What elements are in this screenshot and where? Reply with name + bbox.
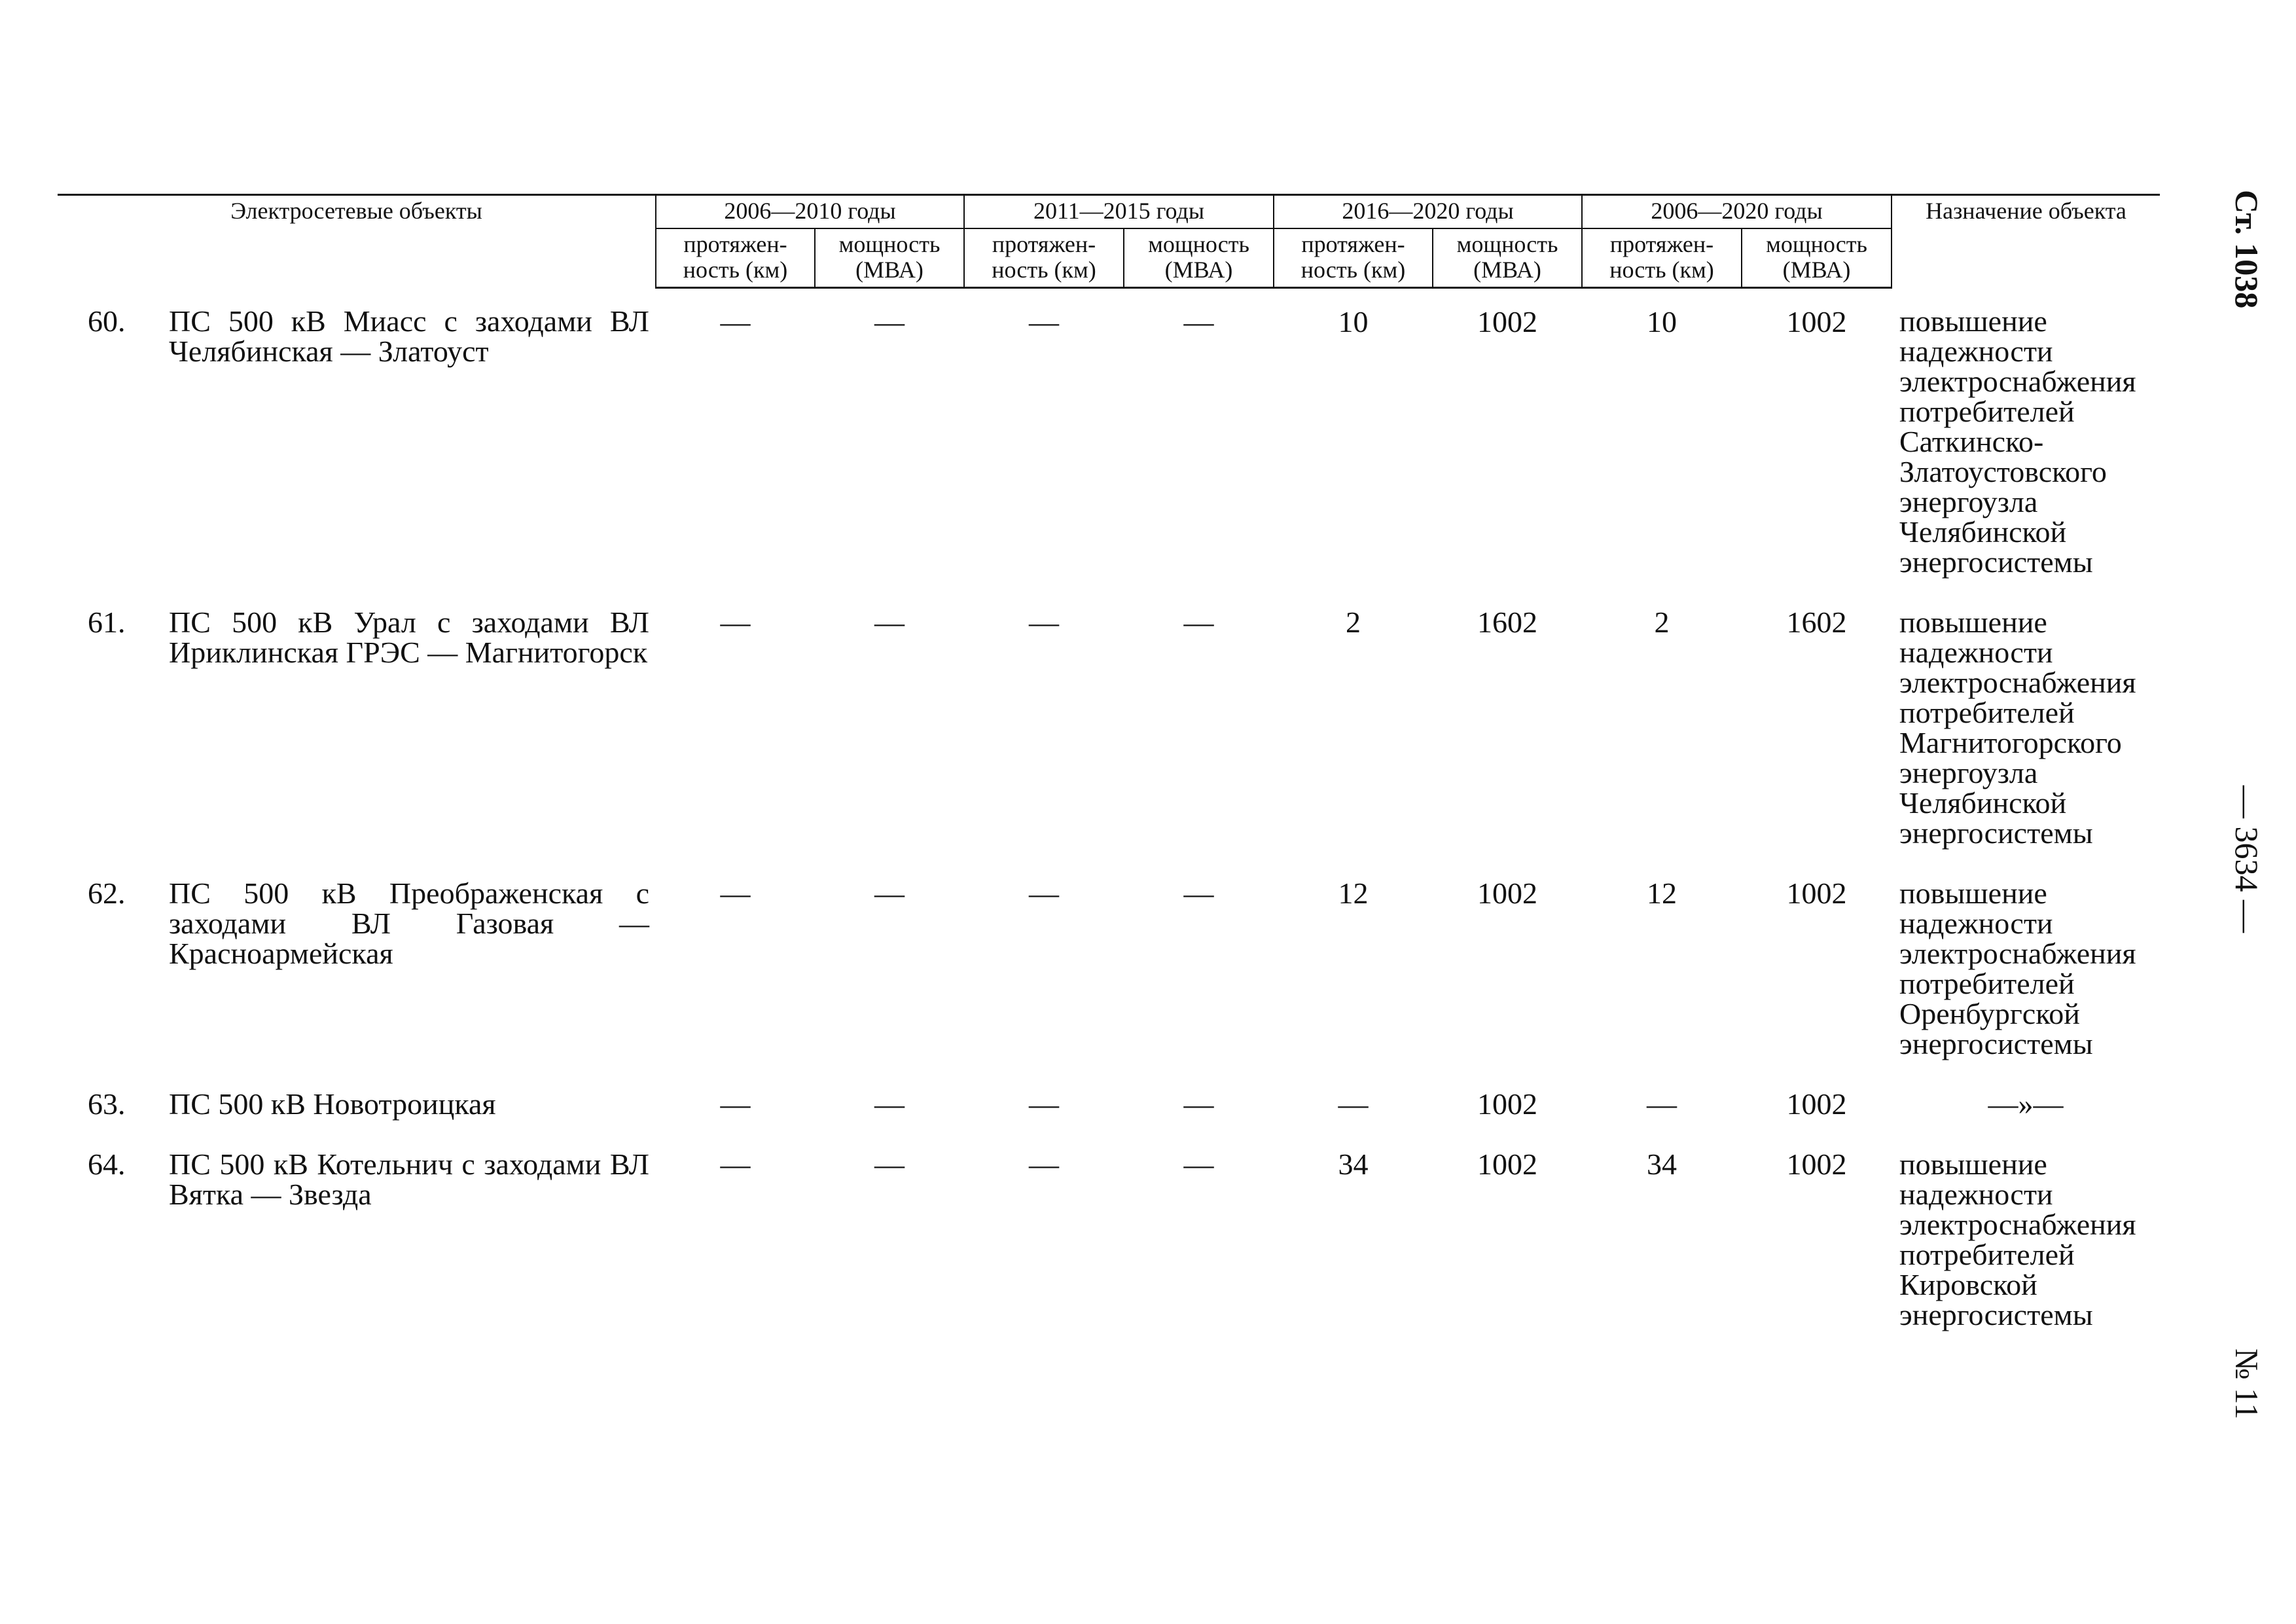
power-2016-2020-cell: 1002 <box>1477 1147 1537 1181</box>
page-margin <box>2212 0 2265 1624</box>
object-cell <box>58 1149 656 1330</box>
power-2006-2010-cell: — <box>874 1087 905 1121</box>
length-2011-2015-cell: — <box>1029 305 1059 338</box>
power-subheader: мощность (МВА) <box>1433 228 1582 288</box>
power-2006-2020-cell: 1002 <box>1786 1087 1847 1121</box>
issue-number: № 11 <box>2229 1348 2265 1420</box>
row-spacer-cell <box>58 1119 2160 1149</box>
table-row <box>58 1089 2160 1119</box>
power-subheader: мощность (МВА) <box>815 228 964 288</box>
object-cell-content <box>88 306 656 367</box>
length-2016-2020-cell: 2 <box>1346 605 1361 639</box>
article-number: Ст. 1038 <box>2229 190 2265 309</box>
object-cell-content <box>88 1089 656 1119</box>
length-2006-2010-cell: — <box>720 876 751 910</box>
object-cell-content <box>88 607 656 668</box>
power-2006-2010-cell: — <box>874 876 905 910</box>
period-header: 2006—2010 годы <box>656 195 964 229</box>
row-spacer <box>58 1059 2160 1089</box>
power-2011-2015-cell: — <box>1183 605 1214 639</box>
row-number: 63. <box>88 1087 126 1121</box>
row-spacer <box>58 577 2160 607</box>
length-2006-2010-cell: — <box>720 1147 751 1181</box>
table-header-row <box>58 195 2160 229</box>
power-2011-2015-cell: — <box>1183 1087 1214 1121</box>
length-2016-2020-cell: 34 <box>1338 1147 1369 1181</box>
object-cell <box>58 288 656 577</box>
power-2011-2015-cell: — <box>1183 305 1214 338</box>
power-2016-2020-cell: 1002 <box>1477 876 1537 910</box>
purpose-column-header: Назначение объекта <box>1892 195 2160 288</box>
length-2016-2020-cell: — <box>1338 1087 1369 1121</box>
table-row <box>58 878 2160 1059</box>
length-subheader: протяжен-ность (км) <box>1274 228 1433 288</box>
table-body <box>58 288 2160 1330</box>
row-number: 61. <box>88 605 126 639</box>
power-2006-2010-cell: — <box>874 605 905 639</box>
table-row <box>58 607 2160 848</box>
power-2016-2020-cell: 1002 <box>1477 1087 1537 1121</box>
period-header: 2011—2015 годы <box>964 195 1274 229</box>
power-2006-2020-cell: 1002 <box>1786 305 1847 338</box>
power-subheader: мощность (МВА) <box>1742 228 1892 288</box>
object-cell <box>58 1089 656 1119</box>
length-2011-2015-cell: — <box>1029 1147 1059 1181</box>
row-spacer-cell <box>58 577 2160 607</box>
row-spacer <box>58 1119 2160 1149</box>
power-2016-2020-cell: 1002 <box>1477 305 1537 338</box>
object-name: ПС 500 кВ Миасс с заходами ВЛ Челябинская — Златоуст <box>169 304 649 368</box>
row-spacer-cell <box>58 1059 2160 1089</box>
purpose-cell: повышение надежности электроснабжения потребителей Магнитогорского энергоузла Челябинской энергосистемы <box>1899 605 2136 850</box>
objects-column-header: Электросетевые объекты <box>58 195 656 288</box>
object-name: ПС 500 кВ Урал с заходами ВЛ Ириклинская ГРЭС — Магнитогорск <box>169 605 649 669</box>
length-2011-2015-cell: — <box>1029 605 1059 639</box>
power-2011-2015-cell: — <box>1183 1147 1214 1181</box>
length-2006-2010-cell: — <box>720 305 751 338</box>
row-number: 60. <box>88 304 126 338</box>
power-2006-2010-cell: — <box>874 305 905 338</box>
length-2011-2015-cell: — <box>1029 1087 1059 1121</box>
object-cell <box>58 607 656 848</box>
object-cell-content <box>88 1149 656 1210</box>
power-subheader: мощность (МВА) <box>1124 228 1274 288</box>
length-2006-2010-cell: — <box>720 1087 751 1121</box>
length-subheader: протяжен-ность (км) <box>1582 228 1742 288</box>
row-number: 62. <box>88 876 126 910</box>
power-2006-2020-cell: 1002 <box>1786 876 1847 910</box>
purpose-cell: повышение надежности электроснабжения потребителей Кировской энергосистемы <box>1899 1147 2136 1331</box>
length-2016-2020-cell: 12 <box>1338 876 1369 910</box>
power-2011-2015-cell: — <box>1183 876 1214 910</box>
length-subheader: протяжен-ность (км) <box>656 228 815 288</box>
length-2016-2020-cell: 10 <box>1338 305 1369 338</box>
purpose-cell: повышение надежности электроснабжения потребителей Саткинско-Златоустовского энергоузла Челябинской энергосистемы <box>1899 304 2136 579</box>
length-2006-2010-cell: — <box>720 605 751 639</box>
length-2006-2020-cell: 10 <box>1647 305 1677 338</box>
length-2006-2020-cell: 34 <box>1647 1147 1677 1181</box>
table-row <box>58 1149 2160 1330</box>
object-cell-content <box>88 878 656 969</box>
length-subheader: протяжен-ность (км) <box>964 228 1124 288</box>
page-number: — 3634 — <box>2229 785 2265 933</box>
length-2006-2020-cell: 2 <box>1654 605 1670 639</box>
object-name: ПС 500 кВ Котельнич с заходами ВЛ Вятка — Звезда <box>169 1147 649 1211</box>
period-header: 2006—2020 годы <box>1582 195 1892 229</box>
length-2006-2020-cell: — <box>1647 1087 1677 1121</box>
row-spacer-cell <box>58 848 2160 878</box>
length-2006-2020-cell: 12 <box>1647 876 1677 910</box>
power-2006-2020-cell: 1602 <box>1786 605 1847 639</box>
object-name: ПС 500 кВ Новотроицкая <box>169 1087 496 1121</box>
power-2006-2010-cell: — <box>874 1147 905 1181</box>
power-2016-2020-cell: 1602 <box>1477 605 1537 639</box>
length-2011-2015-cell: — <box>1029 876 1059 910</box>
row-number: 64. <box>88 1147 126 1181</box>
period-header: 2016—2020 годы <box>1274 195 1582 229</box>
power-2006-2020-cell: 1002 <box>1786 1147 1847 1181</box>
object-cell <box>58 878 656 1059</box>
object-name: ПС 500 кВ Преображенская с заходами ВЛ Газовая — Красноармейская <box>169 876 649 970</box>
purpose-cell: повышение надежности электроснабжения потребителей Оренбургской энергосистемы <box>1899 876 2136 1060</box>
table-row <box>58 288 2160 577</box>
purpose-cell: —»— <box>1988 1087 2064 1121</box>
power-grid-objects-table <box>58 194 2160 1330</box>
row-spacer <box>58 848 2160 878</box>
